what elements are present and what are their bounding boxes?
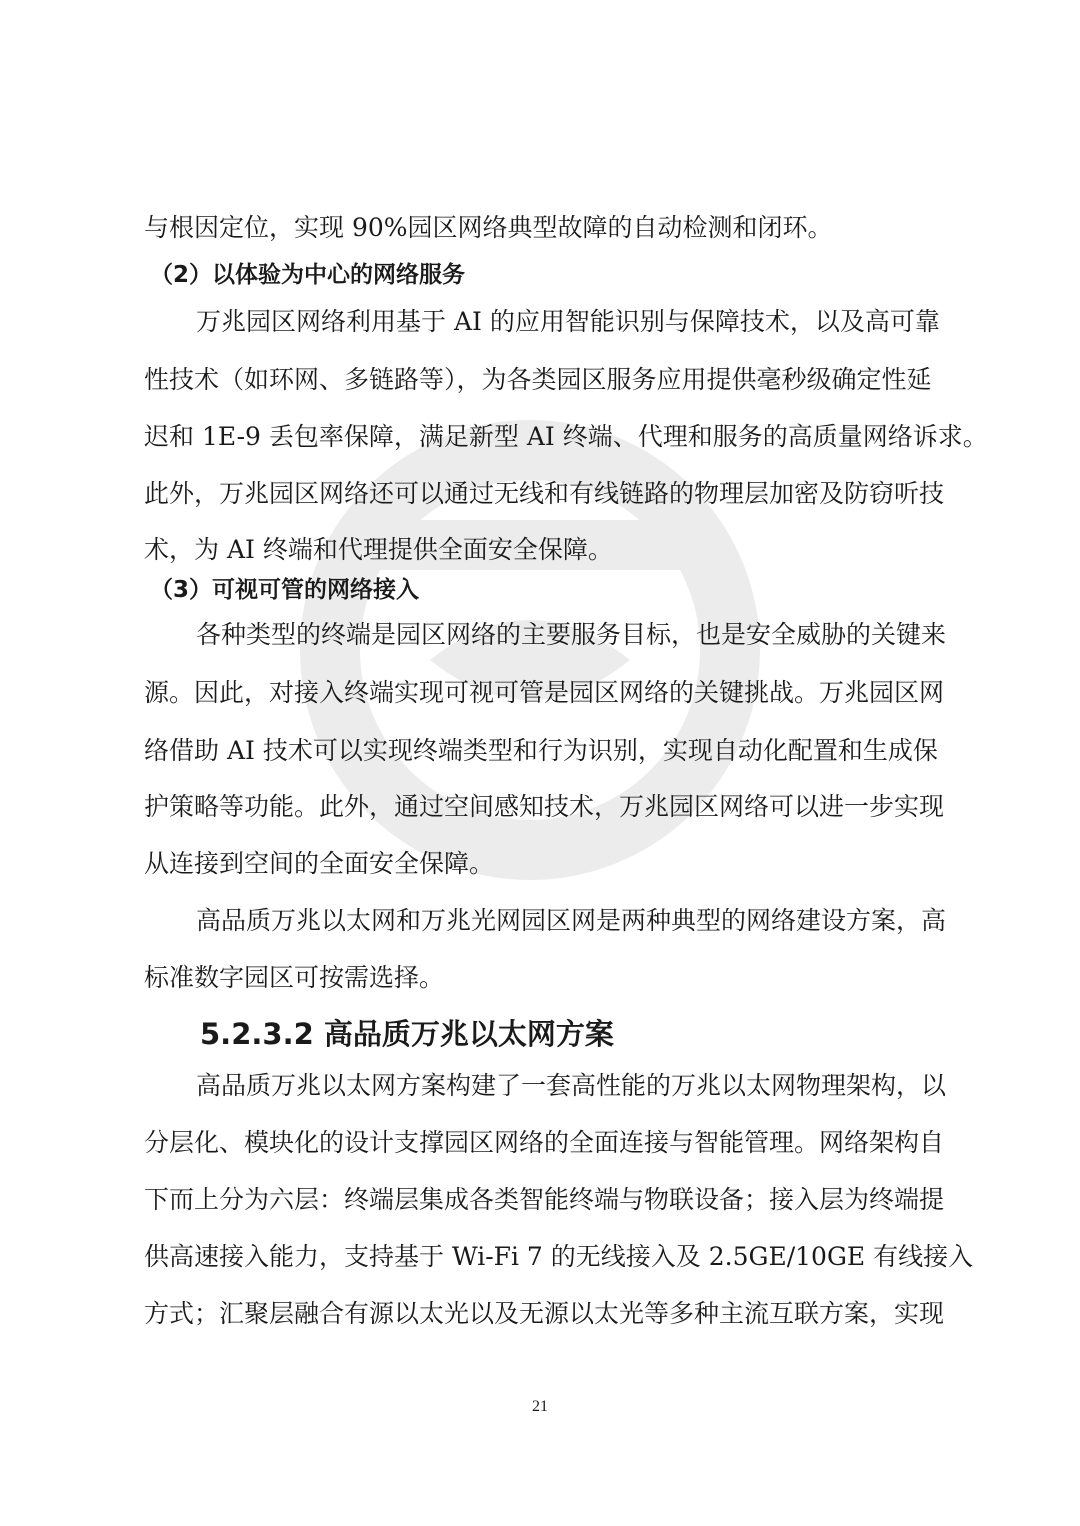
paragraph-line: 下而上分为六层：终端层集成各类智能终端与物联设备；接入层为终端提 bbox=[144, 1185, 945, 1214]
paragraph-line: 迟和 1E-9 丢包率保障，满足新型 AI 终端、代理和服务的高质量网络诉求。 bbox=[144, 422, 988, 451]
paragraph-line: 与根因定位，实现 90%园区网络典型故障的自动检测和闭环。 bbox=[144, 213, 833, 242]
section-title: 5.2.3.2 高品质万兆以太网方案 bbox=[200, 1017, 614, 1051]
subheading-experience-centric: （2）以体验为中心的网络服务 bbox=[150, 262, 466, 288]
paragraph-line: 各种类型的终端是园区网络的主要服务目标，也是安全威胁的关键来 bbox=[196, 620, 947, 649]
paragraph-line: 方式；汇聚层融合有源以太光以及无源以太光等多种主流互联方案，实现 bbox=[144, 1299, 945, 1328]
paragraph-line: 高品质万兆以太网方案构建了一套高性能的万兆以太网物理架构，以 bbox=[196, 1071, 947, 1100]
paragraph-line: 万兆园区网络利用基于 AI 的应用智能识别与保障技术，以及高可靠 bbox=[196, 307, 940, 336]
paragraph-line: 从连接到空间的全面安全保障。 bbox=[144, 849, 495, 878]
paragraph-line: 标准数字园区可按需选择。 bbox=[144, 963, 445, 992]
paragraph-line: 源。因此，对接入终端实现可视可管是园区网络的关键挑战。万兆园区网 bbox=[144, 678, 945, 707]
subheading-visible-manageable-access: （3）可视可管的网络接入 bbox=[150, 577, 420, 603]
paragraph-line: 分层化、模块化的设计支撑园区网络的全面连接与智能管理。网络架构自 bbox=[144, 1128, 945, 1157]
paragraph-line: 术，为 AI 终端和代理提供全面安全保障。 bbox=[144, 535, 613, 564]
paragraph-line: 此外，万兆园区网络还可以通过无线和有线链路的物理层加密及防窃听技 bbox=[144, 479, 945, 508]
paragraph-line: 高品质万兆以太网和万兆光网园区网是两种典型的网络建设方案，高 bbox=[196, 906, 947, 935]
paragraph-line: 护策略等功能。此外，通过空间感知技术，万兆园区网络可以进一步实现 bbox=[144, 792, 945, 821]
paragraph-line: 性技术（如环网、多链路等），为各类园区服务应用提供毫秒级确定性延 bbox=[144, 365, 932, 394]
paragraph-line: 供高速接入能力，支持基于 Wi-Fi 7 的无线接入及 2.5GE/10GE 有线接入 bbox=[144, 1242, 974, 1271]
page-number: 21 bbox=[532, 1398, 548, 1415]
paragraph-line: 络借助 AI 技术可以实现终端类型和行为识别，实现自动化配置和生成保 bbox=[144, 736, 938, 765]
